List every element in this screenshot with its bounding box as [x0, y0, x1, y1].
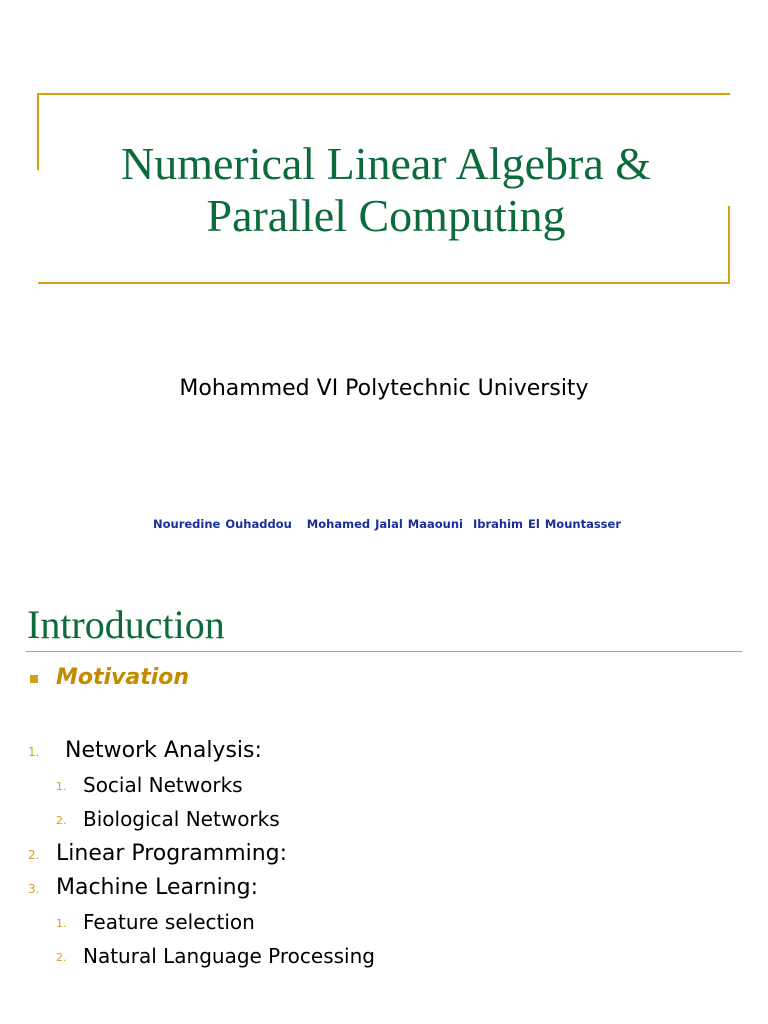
list-number: 3.	[28, 882, 40, 896]
motivation-heading: Motivation	[56, 665, 190, 690]
list-number: 1.	[28, 745, 40, 759]
title-underline	[26, 651, 742, 652]
frame-right-line	[728, 206, 730, 284]
list-number: 2.	[56, 951, 67, 964]
list-item-text: Social Networks	[83, 773, 243, 797]
introduction-slide	[0, 578, 768, 1024]
frame-bottom-line	[38, 282, 730, 284]
frame-top-line	[38, 93, 730, 95]
list-number: 1.	[56, 917, 67, 930]
list-item-text: Machine Learning:	[56, 875, 259, 900]
list-number: 1.	[56, 780, 67, 793]
square-bullet-icon	[30, 675, 38, 683]
list-item-text: Biological Networks	[83, 807, 280, 831]
slide-title	[60, 138, 712, 242]
list-item-text: Feature selection	[83, 910, 255, 934]
list-item-text: Linear Programming:	[56, 841, 288, 866]
list-number: 2.	[28, 848, 40, 862]
institution-name: Mohammed VI Polytechnic University	[179, 376, 589, 401]
section-title: Introduction	[27, 602, 225, 647]
list-item-text: Natural Language Processing	[83, 944, 375, 968]
slide-title-line-2: Parallel Computing	[206, 190, 566, 241]
list-number: 2.	[56, 814, 67, 827]
list-item-text: Network Analysis:	[65, 738, 262, 763]
frame-left-line	[37, 93, 39, 170]
author-list: Nouredine Ouhaddou Mohamed Jalal Maaouni Ibrahim El Mountasser	[152, 517, 621, 531]
slide-title-line-1: Numerical Linear Algebra &	[120, 138, 652, 189]
